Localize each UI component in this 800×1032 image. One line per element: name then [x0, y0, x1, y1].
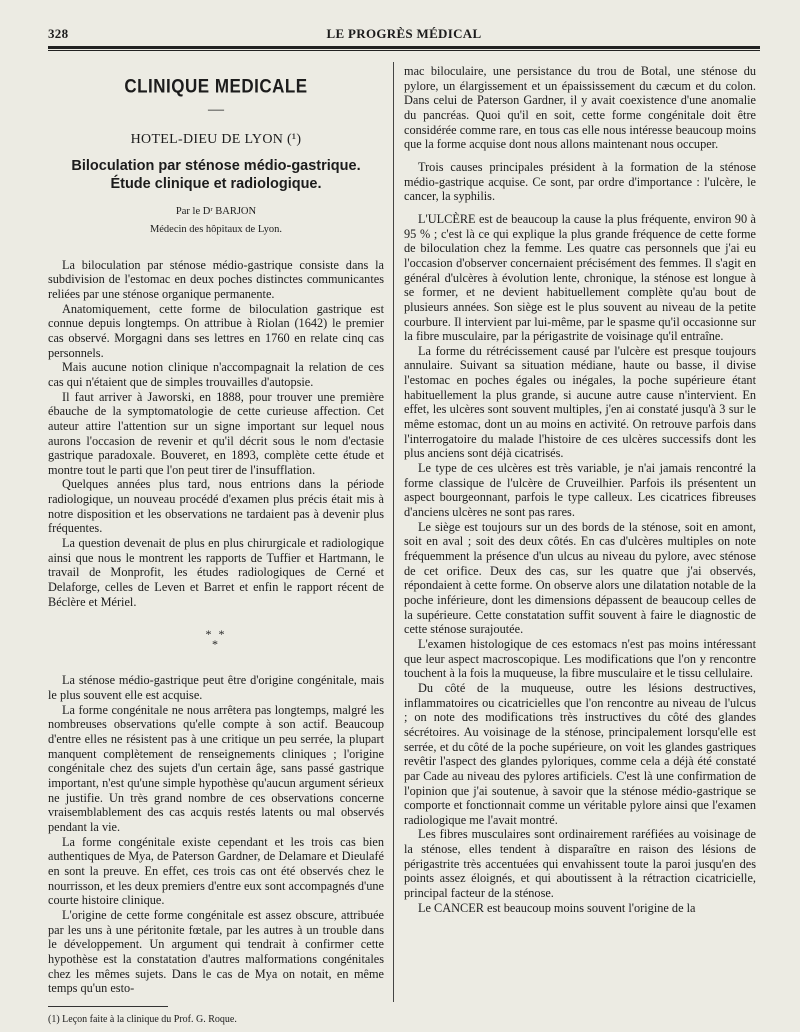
- paragraph: Le type de ces ulcères est très variable, je n'ai jamais rencontré la forme classique de l'ulcère de Cruveilhier. Parfois ils présentent un aspect bourgeonnant, parfois le type calleux. Les cicatrices fibreuses d'anciens ulcères ne sont pas rares.: [404, 461, 756, 520]
- title-dash: —: [208, 100, 224, 118]
- author-byline: Par le Dʳ BARJON: [175, 206, 257, 218]
- left-column: [48, 62, 384, 1027]
- paragraph: La biloculation par sténose médio-gastrique consiste dans la subdivision de l'estomac en deux poches distinctes communicantes reliées par une sténose organique permanente.: [48, 257, 384, 301]
- article-title-line-2: Étude clinique et radiologique.: [110, 176, 322, 193]
- paragraph: La forme congénitale existe cependant et les trois cas bien authentiques de Mya, de Paterson Gardner, de Delamare et Dieulafé en sont la preuve. En effet, ces trois cas ont été observés chez le nourrisson, et les deux premiers d'entre eux sont accompagnés d'une courte histoire clinique.: [48, 834, 384, 908]
- author-affiliation: Médecin des hôpitaux de Lyon.: [149, 223, 283, 235]
- journal-title: LE PROGRÈS MÉDICAL: [326, 26, 482, 41]
- paragraph: L'examen histologique de ces estomacs n'est pas moins intéressant que leur aspect macroscopique. Les modifications que l'on y rencontre touchent à la fois la muqueuse, la fibre musculaire et le tissu cellulaire.: [404, 636, 756, 681]
- hospital-heading: HOTEL-DIEU DE LYON (¹): [130, 131, 302, 147]
- paragraph: Anatomiquement, cette forme de biloculation gastrique est connue depuis longtemps. On attribue à Riolan (1642) le premier cas observé. Morgagni dans ses lettres en 1760 en relate cinq cas personnels.: [48, 301, 384, 360]
- paragraph: La sténose médio-gastrique peut être d'origine congénitale, mais le plus souvent elle est acquise.: [48, 673, 384, 703]
- paragraph: Le CANCER est beaucoup moins souvent l'origine de la: [418, 900, 696, 915]
- paragraph: Trois causes principales président à la formation de la sténose médio-gastrique acquise. Ce sont, par ordre d'importance : l'ulcère, le cancer, la syphilis.: [404, 159, 756, 204]
- section-title: CLINIQUE MEDICALE: [124, 75, 308, 98]
- paragraph: mac biloculaire, une persistance du trou de Botal, une sténose du pylore, un élargissement et un épaississement du cæcum et du colon. Dans celui de Paterson Gardner, il y avait coexistence d'une anomalie du pancréas. Quoi qu'il en soit, cette forme congénitale doit être considérée comme rare, en tous cas elle nous intéresse beaucoup moins que la forme acquise dont nous allons maintenant nous occuper.: [404, 64, 756, 152]
- paragraph: L'origine de cette forme congénitale est assez obscure, attribuée par les uns à une péritonite fœtale, par les autres à un trouble dans le développement. Un argument qui tendrait à confirmer cette hypothèse est la constatation d'autres malformations congénitales chez les mêmes sujets. Dans le cas de Mya on notait, en même temps qu'un esto-: [48, 907, 384, 996]
- paragraph: Le siège est toujours sur un des bords de la sténose, soit en amont, soit en aval ; soit des deux côtés. En cas d'ulcères multiples on note fréquemment la présence d'un ulcus au niveau du pylore, avec sténose de cet orifice. Deux des cas, sur les quatre que j'ai observés, répondaient à cette forme. On observe alors une dilatation notable de la poche inférieure, dont les dimensions dépassent de beaucoup celles de la supérieure. Cette constatation suffit souvent à faire le diagnostic de cette sténose surajoutée.: [404, 519, 756, 637]
- footnote-rule: [48, 1006, 168, 1007]
- paragraph: Mais aucune notion clinique n'accompagnait la relation de ces cas qui n'étaient que de simples trouvailles d'autopsie.: [48, 360, 384, 389]
- paragraph: Les fibres musculaires sont ordinairement raréfiées au voisinage de la sténose, elles tendent à disparaître en raison des lésions de périgastrite très accentuées qui envahissent toute la paroi jusqu'en des points assez éloignés, et qui aboutissent à la rétraction cicatricielle, principal facteur de la sténose.: [404, 827, 756, 901]
- section-separator: * * *: [205, 627, 227, 652]
- column-divider: [393, 62, 394, 1002]
- article-title-line-1: Biloculation par sténose médio-gastrique.: [71, 158, 361, 175]
- paragraph: La forme du rétrécissement causé par l'ulcère est presque toujours annulaire. Suivant sa situation médiane, haute ou basse, il divise l'estomac en poches égales ou inégales, la poche supérieure étant habituellement la plus grande, si aucune autre cause n'intervient. En effet, les ulcères sont souvent multiples, j'en ai constaté jusqu'à 3 sur le même estomac, dont un au moins en activité. On retrouve parfois dans l'interrogatoire du malade l'histoire de ces ulcères successifs dont les plus anciens sont déjà cicatrisés.: [404, 343, 756, 461]
- header-rule: [48, 46, 760, 51]
- paragraph: Il faut arriver à Jaworski, en 1888, pour trouver une première ébauche de la symptomatologie de cette curieuse affection. Cet auteur attire l'attention sur un signe important sur lequel nous aurons l'occasion de revenir et qu'il décrit sous le nom d'ectasie gastrique paradoxale. Bouveret, en 1893, complète cette étude et montre tout le parti que l'on peut tirer de l'insufflation.: [48, 389, 384, 477]
- paragraph: La question devenait de plus en plus chirurgicale et radiologique ainsi que nous le montrent les rapports de Tuffier et Hartmann, le travail de Monprofit, les études radiologiques de Cerné et Delaforge, celles de Leven et Barret et enfin le rapport récent de Béclère et Mériel.: [48, 536, 384, 609]
- article-title: [48, 157, 384, 193]
- right-column: [404, 64, 756, 915]
- paragraph: Du côté de la muqueuse, outre les lésions destructives, inflammatoires ou cicatricielles que l'on rencontre au niveau de l'ulcus ; on note des modifications très instructives du côté des glandes sécrétoires. Au voisinage de la sténose, principalement lorsqu'elle est serrée, et du côté de la poche supérieure, on voit les glandes gastriques revêtir l'aspect des glandes pyloriques, comme cela a déjà été constaté par Cade au niveau des pylores artificiels. C'est là une confirmation de l'opinion que j'ai soutenue, à savoir que la sténose médio-gastrique se comporte et fonctionnait comme un véritable pylore ainsi que l'examen radiologique me l'avait montré.: [404, 680, 756, 827]
- paragraph: Quelques années plus tard, nous entrions dans la période radiologique, un nouveau procédé d'examen plus précis était mis à notre disposition et les observations ne tardaient pas à devenir plus fréquentes.: [48, 477, 384, 536]
- page-number: 328: [48, 26, 69, 41]
- page-header: [48, 24, 760, 44]
- paragraph: L'ULCÈRE est de beaucoup la cause la plus fréquente, environ 90 à 95 % ; c'est là ce qui explique la plus grande fréquence de cette forme de biloculation chez la femme. Les quatre cas personnels que j'ai eu l'occasion d'observer concernaient précisément des femmes. Il s'agit en général d'ulcères à évolution lente, chronique, la sténose est longue à se former, et ne devient habituellement complète qu'au bout de plusieurs années. Son siège est le plus souvent au niveau de la petite courbure. Il intervient par lui-même, par le spasme qu'il occasionne sur la fibre musculaire, par la périgastrite de voisinage qu'il entraîne.: [404, 211, 756, 344]
- paragraph: La forme congénitale ne nous arrêtera pas longtemps, malgré les nombreuses observations qu'elle compte à son actif. Beaucoup d'entre elles ne résistent pas à une critique un peu serrée, la plupart manquent complètement de renseignements cliniques ; l'origine congénitale chez des sujets d'un certain âge, sans passé gastrique important, n'est qu'une simple hypothèse qu'aucun argument sérieux ne justifie. Un très grand nombre de ces observations concerne vraisemblablement des cas acquis restés latents ou mal observés pendant la vie.: [48, 702, 384, 834]
- footnote: (1) Leçon faite à la clinique du Prof. G. Roque.: [48, 1013, 237, 1025]
